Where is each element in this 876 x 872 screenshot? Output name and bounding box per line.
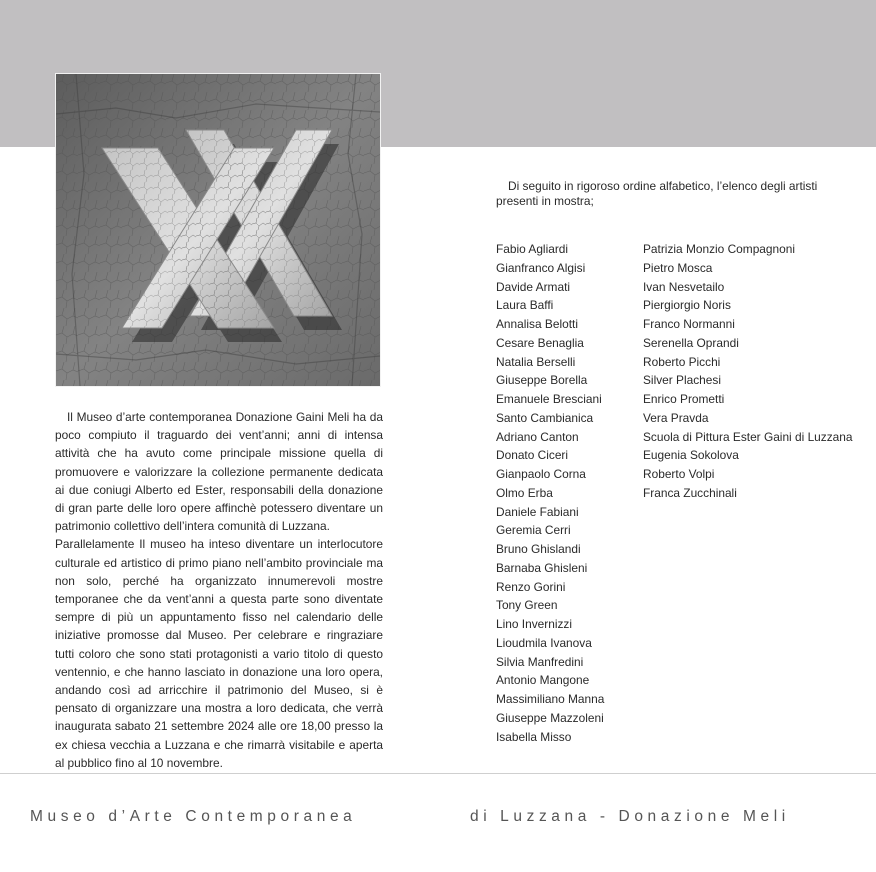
artist-name: Pietro Mosca xyxy=(643,260,713,275)
cover-image-xx xyxy=(55,73,381,387)
artist-name: Fabio Agliardi xyxy=(496,242,569,256)
artist-name: Olmo Erba xyxy=(496,485,553,500)
intro-paragraph-1: Il Museo d’arte contemporanea Donazione Gaini Meli ha da poco compiuto il traguardo dei vent’anni; anni di intensa attività che ha avuto come principale missione quella di promuovere e valorizzare la collezione permanente dedicata ai due coniugi Alberto ed Ester, responsabili della donazione di gran parte delle loro opere affinchè potessero diventare un patrimonio collettivo dell’intera comunità di Luzzana. xyxy=(55,410,383,534)
artist-name: Lioudmila Ivanova xyxy=(496,635,592,650)
artist-name: Giuseppe Mazzoleni xyxy=(496,710,604,725)
artist-name: Tony Green xyxy=(496,598,558,613)
artist-name: Ivan Nesvetailo xyxy=(643,279,725,294)
intro-paragraph-2: Parallelamente Il museo ha inteso diventare un interlocutore culturale ed artistico di primo piano nell’ambito provinciale ma non solo, perché ha organizzato innumerevoli mostre temporanee che da vent’anni a questa parte sono diventate sempre di più un appuntamento fisso nel calendario delle iniziative promosse dal Museo. Per celebrare e ringraziare tutti coloro che sono stati protagonisti a vario titolo di questo ventennio, e che hanno lasciato in donazione una loro opera, andando così ad arricchire il patrimonio del Museo, si è pensato di organizzare una mostra a loro dedicata, che verrà inaugurata sabato 21 settembre 2024 alle ore 18,00 presso la ex chiesa vecchia a Luzzana e che rimarrà visitabile e aperta al pubblico fino al 10 novembre. xyxy=(55,537,383,770)
artist-name: Roberto Volpi xyxy=(643,467,715,481)
footer-museum-location: di Luzzana - Donazione Meli xyxy=(470,808,790,825)
artist-name: Davide Armati xyxy=(496,279,571,294)
artist-name: Roberto Picchi xyxy=(643,354,721,369)
artist-name: Franca Zucchinali xyxy=(643,485,737,500)
artist-name: Lino Invernizzi xyxy=(496,617,573,631)
artist-name: Giuseppe Borella xyxy=(496,373,588,388)
artists-list-column-1 xyxy=(496,240,604,746)
artist-name: Antonio Mangone xyxy=(496,673,590,688)
artist-name: Enrico Prometti xyxy=(643,392,725,406)
artist-name: Natalia Berselli xyxy=(496,354,576,369)
artist-name: Adriano Canton xyxy=(496,429,579,444)
artist-name: Silver Plachesi xyxy=(643,373,721,388)
artist-name: Emanuele Bresciani xyxy=(496,392,602,406)
artist-name: Annalisa Belotti xyxy=(496,317,578,331)
artist-name: Geremia Cerri xyxy=(496,523,571,538)
artist-name: Serenella Oprandi xyxy=(643,335,739,350)
artists-list-intro: Di seguito in rigoroso ordine alfabetico, l’elenco degli artisti presenti in mostra; xyxy=(496,179,818,208)
artist-name: Gianpaolo Corna xyxy=(496,467,586,481)
artist-name: Daniele Fabiani xyxy=(496,504,579,519)
artist-name: Scuola di Pittura Ester Gaini di Luzzana xyxy=(643,429,853,444)
artist-name: Santo Cambianica xyxy=(496,410,594,425)
artist-name: Franco Normanni xyxy=(643,317,735,331)
artist-name: Piergiorgio Noris xyxy=(643,298,731,313)
footer-museum-name: Museo d’Arte Contemporanea xyxy=(30,808,357,825)
artist-name: Cesare Benaglia xyxy=(496,335,584,350)
artist-name: Massimiliano Manna xyxy=(496,692,605,706)
artist-name: Gianfranco Algisi xyxy=(496,260,586,275)
artist-name: Bruno Ghislandi xyxy=(496,542,581,556)
artist-name: Laura Baffi xyxy=(496,298,554,313)
artist-name: Donato Ciceri xyxy=(496,448,569,463)
artists-list-column-2 xyxy=(643,240,853,503)
artist-name: Renzo Gorini xyxy=(496,579,566,594)
artist-name: Patrizia Monzio Compagnoni xyxy=(643,242,796,256)
artist-name: Vera Pravda xyxy=(643,410,709,425)
artist-name: Eugenia Sokolova xyxy=(643,448,739,463)
artist-name: Barnaba Ghisleni xyxy=(496,560,588,575)
intro-text xyxy=(55,408,383,772)
artist-name: Silvia Manfredini xyxy=(496,654,584,669)
footer-divider xyxy=(0,773,876,774)
artist-name: Isabella Misso xyxy=(496,729,572,744)
